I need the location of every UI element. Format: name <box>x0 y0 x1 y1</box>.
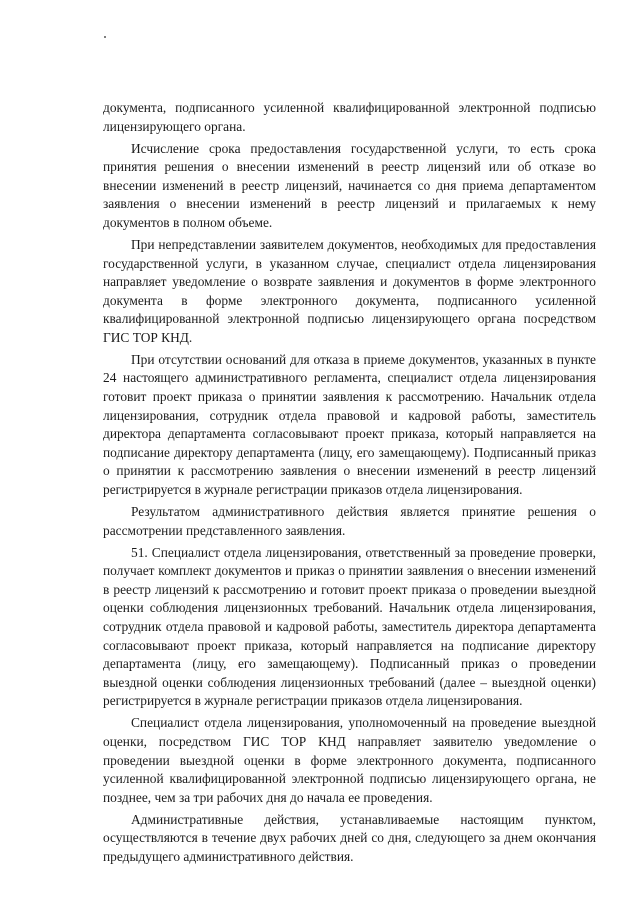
paragraph-term-calculation: Исчисление срока предоставления государственной услуги, то есть срока принятия решения о внесении изменений в реестр лицензий или об отказе во внесении изменений в реестр лицензий, начинается со дня приема департаментом заявления о внесении изменений в реестр лицензий и прилагаемых к нему документов в полном объеме. <box>103 140 596 230</box>
paragraph-action-deadline: Административные действия, устанавливаемые настоящим пунктом, осуществляются в течение двух рабочих дней со дня, следующего за днем окончания предыдущего административного действия. <box>103 811 596 864</box>
paragraph-item-51: 51. Специалист отдела лицензирования, ответственный за проведение проверки, получает комплект документов и приказ о принятии заявления о внесении изменений в реестр лицензий к рассмотрению и готовит проект приказа о проведении выездной оценки соблюдения лицензионных требований. Начальник отдела лицензирования, сотрудник отдела правовой и кадровой работы, заместитель директора департамента согласовывают проект приказа, который направляется на подписание директору департамента (лицу, его замещающему). Подписанный приказ о проведении выездной оценки соблюдения лицензионных требований (далее – выездной оценки) регистрируется в журнале регистрации приказов отдела лицензирования. <box>103 544 596 709</box>
scan-speck <box>104 36 106 38</box>
paragraph-action-result: Результатом административного действия является принятие решения о рассмотрении представленного заявления. <box>103 504 596 538</box>
paragraph-onsite-assessment-notice: Специалист отдела лицензирования, уполномоченный на проведение выездной оценки, посредством ГИС ТОР КНД направляет заявителю уведомление о проведении выездной оценки в форме электронного документа, подписанного усиленной квалифицированной электронной подписью лицензирующего органа, не позднее, чем за три рабочих дня до начала ее проведения. <box>103 715 596 805</box>
document-body <box>103 99 596 870</box>
paragraph-continuation: документа, подписанного усиленной квалифицированной электронной подписью лицензирующего органа. <box>103 100 596 134</box>
paragraph-missing-documents: При непредставлении заявителем документов, необходимых для предоставления государственной услуги, в указанном случае, специалист отдела лицензирования направляет уведомление о возврате заявления и документов в форме электронного документа в форме электронного документа, подписанного усиленной квалифицированной электронной подписью лицензирующего органа посредством ГИС ТОР КНД. <box>103 236 596 345</box>
paragraph-no-grounds-for-refusal: При отсутствии оснований для отказа в приеме документов, указанных в пункте 24 настоящего административного регламента, специалист отдела лицензирования готовит проект приказа о принятии заявления к рассмотрению. Начальник отдела лицензирования, сотрудник отдела правовой и кадровой работы, заместитель директора департамента согласовывают проект приказа, который направляется на подписание директору департамента (лицу, его замещающему). Подписанный приказ о принятии к рассмотрению заявления о внесении изменений в реестр лицензий регистрируется в журнале регистрации приказов отдела лицензирования. <box>103 351 596 498</box>
